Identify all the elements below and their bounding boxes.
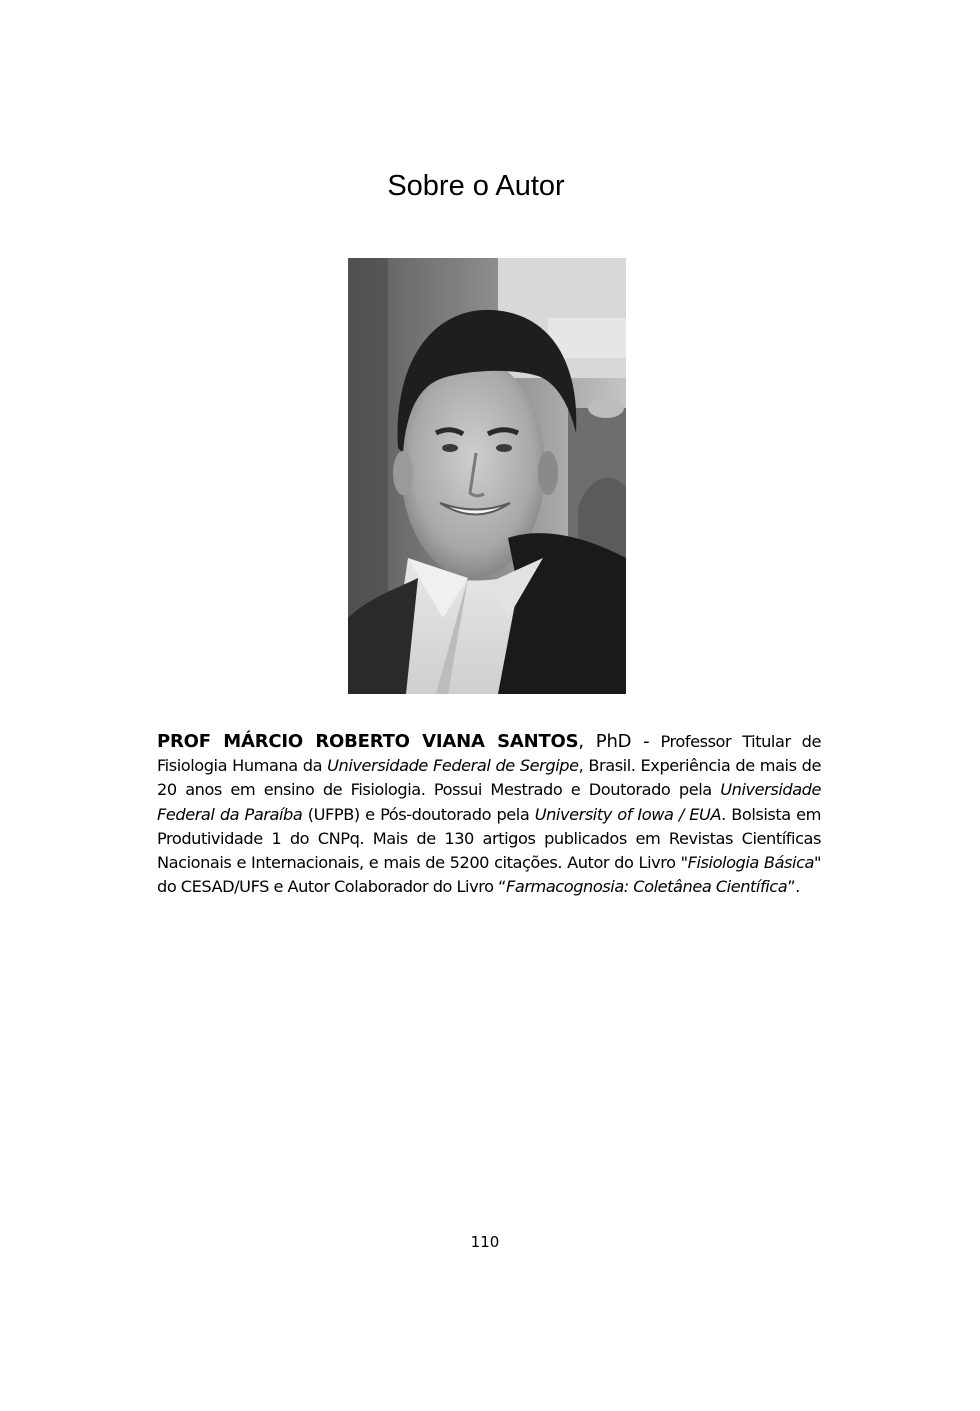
bio-book-title: Fisiologia Básica: [687, 853, 815, 873]
page-number: 110: [470, 1233, 500, 1251]
bio-text: . Bolsista em Produtividade 1 do CNPq. Mais de 130 artigos publicados em Revistas Científicas Nacionais e Internacionais, e mais de 5200 citações. Autor do Livro ": [157, 804, 821, 873]
bio-text: " do CESAD/UFS e Autor Colaborador do Livro “: [157, 853, 822, 897]
author-degree: , PhD -: [578, 731, 650, 752]
bio-text: Professor Titular de Fisiologia Humana da: [157, 732, 822, 776]
bio-text: , Brasil. Experiência de mais de 20 anos em ensino de Fisiologia. Possui Mestrado e Doutorado pela: [157, 756, 821, 800]
author-bio: [157, 730, 821, 899]
bio-text: ”.: [787, 877, 800, 897]
author-portrait-photo: [348, 258, 626, 694]
bio-institution: Universidade Federal de Sergipe: [327, 756, 579, 776]
bio-book-title: Farmacognosia: Coletânea Científica: [505, 877, 788, 897]
bio-text: (UFPB) e Pós-doutorado pela: [302, 804, 535, 824]
bio-institution: Universidade Federal da Paraíba: [157, 780, 821, 824]
bio-institution: University of Iowa / EUA: [534, 804, 722, 824]
page-title: Sobre o Autor: [387, 170, 565, 202]
author-name: PROF MÁRCIO ROBERTO VIANA SANTOS: [157, 731, 579, 752]
